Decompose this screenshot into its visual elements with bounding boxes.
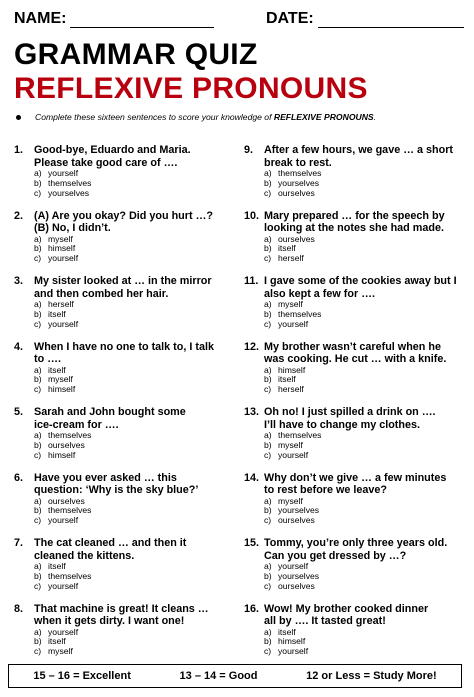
answer-option[interactable]: [34, 647, 236, 657]
option-text: yourself: [48, 626, 79, 637]
option-text: themselves: [48, 505, 92, 516]
option-letter: c): [264, 515, 272, 526]
answer-options: [264, 497, 466, 526]
option-letter: a): [264, 299, 272, 309]
option-letter: c): [264, 253, 272, 264]
question-text: Mary prepared … for the speech by looking at the notes she had made.: [264, 209, 445, 234]
option-text: itself: [48, 636, 66, 647]
answer-options: [34, 300, 236, 329]
answer-option[interactable]: [264, 451, 466, 461]
question-text: Tommy, you’re only three years old. Can you get dressed by …?: [264, 537, 448, 562]
question-number: 6.: [14, 471, 24, 484]
question-11: [244, 275, 466, 329]
name-line[interactable]: [70, 11, 214, 28]
option-letter: c): [34, 253, 42, 264]
option-letter: b): [264, 308, 272, 319]
question-stem: [244, 406, 466, 431]
answer-option[interactable]: [34, 451, 236, 461]
question-text: Why don’t we give … a few minutes to rest before we leave?: [264, 471, 447, 496]
option-text: themselves: [48, 570, 92, 581]
question-text: That machine is great! It cleans … when it gets dirty. I want one!: [34, 602, 209, 627]
option-letter: b): [264, 505, 272, 516]
option-letter: a): [264, 430, 272, 440]
option-letter: c): [34, 449, 42, 460]
option-letter: a): [34, 168, 42, 178]
question-text: (A) Are you okay? Did you hurt …? (B) No, I didn’t.: [34, 209, 213, 234]
answer-options: [264, 562, 466, 591]
answer-options: [34, 562, 236, 591]
option-text: themselves: [278, 308, 322, 319]
instructions-text: Complete these sixteen sentences to score your knowledge of REFLEXIVE PRONOUNS.: [35, 112, 377, 122]
option-text: myself: [48, 233, 73, 244]
option-text: itself: [48, 364, 66, 375]
option-letter: c): [34, 384, 42, 395]
option-letter: a): [264, 495, 272, 506]
answer-options: [34, 169, 236, 198]
option-text: myself: [48, 374, 73, 385]
answer-option[interactable]: [34, 385, 236, 395]
option-letter: a): [34, 626, 42, 637]
question-10: [244, 210, 466, 264]
question-stem: [14, 537, 236, 562]
option-letter: b): [264, 570, 272, 581]
answer-option[interactable]: [264, 582, 466, 592]
bullet-icon: [16, 115, 21, 120]
option-text: yourselves: [278, 505, 320, 516]
option-text: himself: [48, 384, 76, 395]
option-text: yourself: [48, 318, 79, 329]
question-7: [14, 537, 236, 591]
answer-options: [34, 366, 236, 395]
answer-option[interactable]: [264, 516, 466, 526]
question-stem: [14, 603, 236, 628]
option-letter: a): [34, 364, 42, 375]
option-text: himself: [278, 364, 306, 375]
option-letter: b): [34, 374, 42, 385]
question-4: [14, 341, 236, 395]
question-number: 15.: [244, 537, 260, 549]
answer-option[interactable]: [264, 189, 466, 199]
option-text: yourselves: [48, 187, 90, 198]
option-letter: c): [264, 318, 272, 329]
option-letter: c): [34, 580, 42, 591]
date-field[interactable]: [266, 10, 464, 28]
question-8: [14, 603, 236, 657]
option-text: themselves: [278, 430, 322, 440]
question-14: [244, 472, 466, 526]
question-number: 10.: [244, 209, 260, 222]
question-stem: [14, 341, 236, 366]
option-text: themselves: [48, 430, 92, 440]
question-stem: [244, 603, 466, 628]
question-number: 7.: [14, 537, 24, 549]
answer-option[interactable]: [34, 320, 236, 330]
answer-option[interactable]: [264, 385, 466, 395]
answer-option[interactable]: [34, 189, 236, 199]
answer-option[interactable]: [264, 254, 466, 264]
question-stem: [244, 341, 466, 366]
option-letter: c): [34, 646, 42, 657]
question-text: Wow! My brother cooked dinner all by …. It tasted great!: [264, 602, 429, 627]
option-text: himself: [278, 636, 306, 647]
option-letter: a): [264, 626, 272, 637]
option-letter: a): [34, 233, 42, 244]
option-text: herself: [278, 384, 304, 395]
question-16: [244, 603, 466, 657]
answer-options: [34, 497, 236, 526]
option-letter: a): [264, 233, 272, 244]
option-letter: b): [264, 636, 272, 647]
option-letter: a): [34, 495, 42, 506]
option-letter: c): [34, 187, 42, 198]
option-letter: b): [264, 374, 272, 385]
option-text: yourself: [278, 561, 309, 571]
option-text: yourself: [48, 253, 79, 264]
option-text: yourself: [48, 515, 79, 526]
option-letter: b): [34, 308, 42, 319]
question-number: 16.: [244, 602, 260, 615]
option-text: herself: [278, 253, 304, 264]
option-letter: b): [34, 243, 42, 254]
answer-options: [264, 628, 466, 657]
option-text: myself: [278, 299, 303, 309]
question-text: Sarah and John bought some ice-cream for ….: [34, 406, 186, 431]
option-letter: a): [34, 430, 42, 440]
option-text: herself: [48, 299, 74, 309]
question-number: 5.: [14, 406, 24, 418]
option-text: ourselves: [278, 233, 315, 244]
question-stem: [14, 406, 236, 431]
question-2: [14, 210, 236, 264]
option-text: yourselves: [278, 570, 320, 581]
question-text: Oh no! I just spilled a drink on …. I’ll have to change my clothes.: [264, 406, 436, 431]
option-text: ourselves: [278, 187, 315, 198]
question-15: [244, 537, 466, 591]
answer-options: [34, 235, 236, 264]
option-text: yourselves: [278, 177, 320, 188]
option-text: himself: [48, 243, 76, 254]
option-text: itself: [278, 626, 296, 637]
score-good: 13 – 14 = Good: [179, 670, 258, 682]
option-letter: a): [264, 168, 272, 178]
question-13: [244, 406, 466, 460]
question-stem: [244, 144, 466, 169]
option-text: ourselves: [278, 515, 315, 526]
name-label: NAME:: [14, 10, 67, 27]
question-number: 13.: [244, 406, 260, 418]
option-text: ourselves: [48, 439, 85, 450]
question-stem: [14, 210, 236, 235]
option-letter: a): [34, 561, 42, 571]
question-stem: [244, 472, 466, 497]
answer-options: [264, 431, 466, 460]
question-number: 8.: [14, 602, 24, 615]
question-text: My sister looked at … in the mirror and then combed her hair.: [34, 275, 212, 300]
question-number: 14.: [244, 471, 260, 484]
option-text: yourself: [48, 580, 79, 591]
answer-option[interactable]: [264, 647, 466, 657]
answer-options: [264, 300, 466, 329]
answer-options: [264, 235, 466, 264]
option-letter: c): [264, 449, 272, 460]
answer-option[interactable]: [34, 582, 236, 592]
answer-option[interactable]: [34, 254, 236, 264]
question-text: Good-bye, Eduardo and Maria. Please take good care of ….: [34, 144, 191, 169]
option-letter: b): [264, 439, 272, 450]
question-stem: [244, 210, 466, 235]
answer-options: [34, 628, 236, 657]
question-stem: [14, 144, 236, 169]
option-letter: b): [34, 570, 42, 581]
option-text: myself: [278, 439, 303, 450]
option-letter: c): [264, 384, 272, 395]
option-letter: b): [34, 505, 42, 516]
question-12: [244, 341, 466, 395]
option-text: yourself: [278, 449, 309, 460]
answer-options: [34, 431, 236, 460]
question-5: [14, 406, 236, 460]
quiz-title: GRAMMAR QUIZ: [14, 38, 258, 71]
question-number: 11.: [244, 275, 259, 287]
option-letter: c): [264, 187, 272, 198]
question-text: My brother wasn’t careful when he was cooking. He cut … with a knife.: [264, 340, 447, 365]
score-excellent: 15 – 16 = Excellent: [33, 670, 131, 682]
date-label: DATE:: [266, 10, 314, 27]
question-9: [244, 144, 466, 198]
option-letter: c): [264, 646, 272, 657]
answer-option[interactable]: [34, 516, 236, 526]
name-field[interactable]: [14, 10, 214, 28]
option-text: himself: [48, 449, 76, 460]
option-letter: c): [264, 580, 272, 591]
question-text: When I have no one to talk to, I talk to ….: [34, 340, 214, 365]
quiz-subtitle: REFLEXIVE PRONOUNS: [14, 72, 368, 105]
option-text: yourself: [278, 646, 309, 657]
option-letter: a): [264, 561, 272, 571]
option-letter: b): [34, 177, 42, 188]
option-text: itself: [48, 308, 66, 319]
instructions: [16, 112, 464, 122]
question-1: [14, 144, 236, 198]
question-text: The cat cleaned … and then it cleaned the kittens.: [34, 537, 187, 562]
answer-options: [264, 169, 466, 198]
option-letter: b): [34, 636, 42, 647]
question-number: 3.: [14, 275, 24, 287]
score-study-more: 12 or Less = Study More!: [306, 670, 437, 682]
option-text: themselves: [48, 177, 92, 188]
option-text: itself: [48, 561, 66, 571]
option-text: themselves: [278, 168, 322, 178]
option-text: yourself: [278, 318, 309, 329]
option-letter: b): [264, 243, 272, 254]
question-stem: [244, 275, 466, 300]
option-letter: a): [264, 364, 272, 375]
header: [14, 10, 462, 34]
question-stem: [14, 275, 236, 300]
option-text: myself: [48, 646, 73, 657]
question-6: [14, 472, 236, 526]
question-text: I gave some of the cookies away but I also kept a few for ….: [264, 275, 457, 300]
option-text: ourselves: [48, 495, 85, 506]
option-text: ourselves: [278, 580, 315, 591]
question-text: Have you ever asked … this question: ‘Why is the sky blue?’: [34, 471, 199, 496]
option-letter: b): [264, 177, 272, 188]
question-number: 9.: [244, 144, 254, 156]
question-number: 2.: [14, 209, 24, 222]
answer-option[interactable]: [264, 320, 466, 330]
option-text: yourself: [48, 168, 79, 178]
option-letter: c): [34, 318, 42, 329]
question-number: 12.: [244, 340, 260, 353]
date-line[interactable]: [318, 11, 464, 28]
option-text: itself: [278, 243, 296, 254]
question-number: 1.: [14, 144, 24, 156]
option-letter: a): [34, 299, 42, 309]
question-text: After a few hours, we gave … a short break to rest.: [264, 144, 453, 169]
option-text: myself: [278, 495, 303, 506]
question-stem: [14, 472, 236, 497]
option-letter: c): [34, 515, 42, 526]
option-letter: b): [34, 439, 42, 450]
score-key: [8, 664, 462, 688]
option-text: itself: [278, 374, 296, 385]
question-stem: [244, 537, 466, 562]
answer-options: [264, 366, 466, 395]
question-number: 4.: [14, 340, 24, 353]
question-3: [14, 275, 236, 329]
